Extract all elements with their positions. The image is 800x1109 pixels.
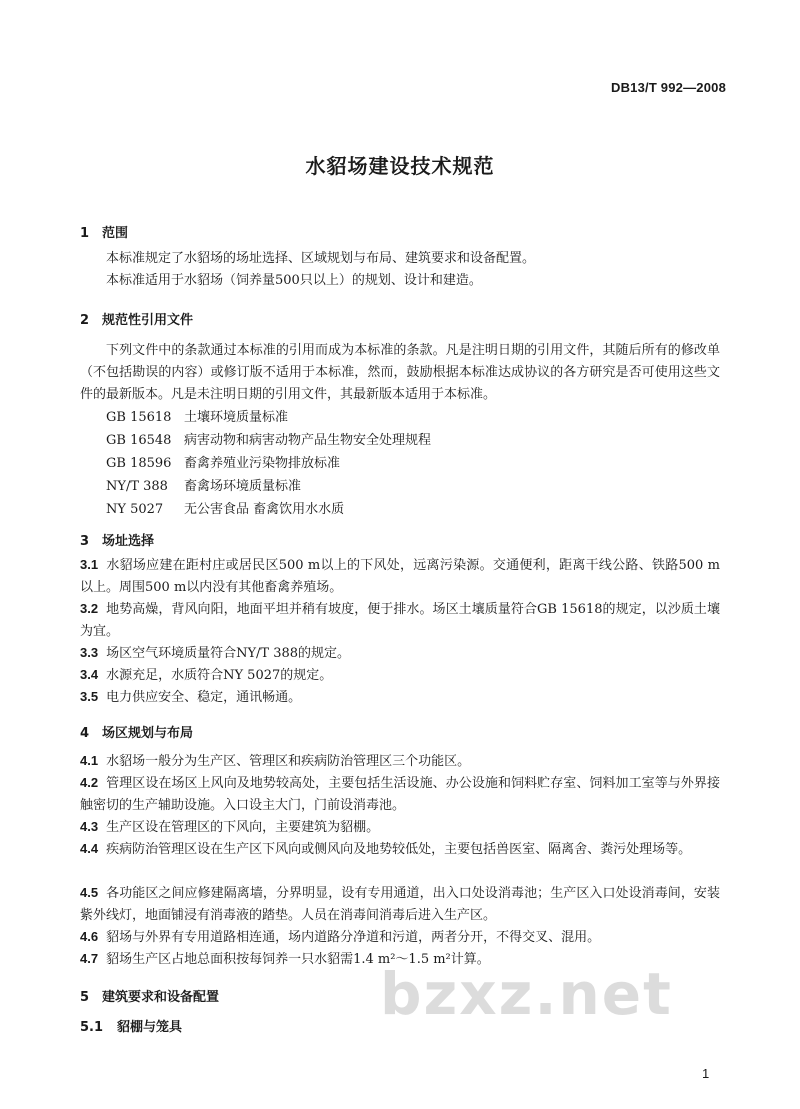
reference-code: GB 15618 [106,410,172,425]
reference-name: 畜禽场环境质量标准 [184,479,302,494]
page-number: 1 [702,1066,710,1081]
clause-3-2: 3.2 地势高燥，背风向阳，地面平坦并稍有坡度，便于排水。场区土壤质量符合GB 15618的规定，以沙质土壤为宜。 [80,601,720,639]
section-title: 范围 [102,226,129,241]
section-title: 场区规划与布局 [102,726,194,741]
section-5-heading [80,986,219,1005]
clause-4-6: 4.6 貂场与外界有专用道路相连通，场内道路分净道和污道，两者分开，不得交叉、混用。 [80,929,601,945]
clause-4-5: 4.5 各功能区之间应修建隔离墙，分界明显，设有专用通道，出入口处设消毒池；生产区入口处设消毒间，安装紫外线灯，地面铺浸有消毒液的踏垫。人员在消毒间消毒后进入生产区。 [80,885,720,923]
reference-item [106,498,344,517]
section-4-heading [80,722,193,741]
section-3-heading [80,530,154,549]
section-title: 规范性引用文件 [102,313,194,328]
clause-3-5: 3.5 电力供应安全、稳定，通讯畅通。 [80,689,302,705]
reference-code: NY/T 388 [106,479,168,494]
section-1-heading [80,222,128,241]
section-title: 场址选择 [102,534,155,549]
reference-item [106,429,431,448]
reference-code: GB 16548 [106,433,172,448]
watermark: bzxz.net [380,960,673,1028]
clause-4-1: 4.1 水貂场一般分为生产区、管理区和疾病防治管理区三个功能区。 [80,753,471,769]
section-number: 2 [80,313,90,328]
clause-3-3: 3.3 场区空气环境质量符合NY/T 388的规定。 [80,645,351,661]
clause-3-1: 3.1 水貂场应建在距村庄或居民区500 m以上的下风处，远离污染源。交通便利，距离干线公路、铁路500 m以上。周围500 m以内没有其他畜禽养殖场。 [80,557,720,595]
section-number: 5 [80,990,90,1005]
clause-4-2: 4.2 管理区设在场区上风向及地势较高处，主要包括生活设施、办公设施和饲料贮存室、饲料加工室等与外界接触密切的生产辅助设施。入口设主大门，门前设消毒池。 [80,775,720,813]
reference-name: 畜禽养殖业污染物排放标准 [184,456,341,471]
section-number: 4 [80,726,90,741]
reference-code: NY 5027 [106,502,164,517]
document-title: 水貂场建设技术规范 [305,154,495,178]
section-2-heading [80,309,193,328]
reference-name: 无公害食品 畜禽饮用水水质 [184,502,345,517]
reference-item [106,475,301,494]
reference-item [106,452,340,471]
clause-4-4: 4.4 疾病防治管理区设在生产区下风向或侧风向及地势较低处，主要包括兽医室、隔离舍、粪污处理场等。 [80,841,692,857]
clause-4-3: 4.3 生产区设在管理区的下风向，主要建筑为貂棚。 [80,819,380,835]
section-number: 1 [80,226,90,241]
reference-name: 病害动物和病害动物产品生物安全处理规程 [184,433,432,448]
paragraph: 下列文件中的条款通过本标准的引用而成为本标准的条款。凡是注明日期的引用文件，其随后所有的修改单（不包括勘误的内容）或修订版不适用于本标准，然而，鼓励根据本标准达成协议的各方研究是否可使用这些文件的最新版本。凡是未注明日期的引用文件，其最新版本适用于本标准。 [80,343,720,402]
section-number: 3 [80,534,90,549]
reference-item [106,406,288,425]
paragraph: 本标准规定了水貂场的场址选择、区域规划与布局、建筑要求和设备配置。 [106,251,536,266]
clause-3-4: 3.4 水源充足，水质符合NY 5027的规定。 [80,667,333,683]
section-title: 建筑要求和设备配置 [102,990,220,1005]
standard-code: DB13/T 992—2008 [610,80,726,95]
paragraph: 本标准适用于水貂场（饲养量500只以上）的规划、设计和建造。 [106,273,482,288]
subsection-title: 貂棚与笼具 [117,1020,183,1035]
reference-name: 土壤环境质量标准 [184,410,289,425]
reference-code: GB 18596 [106,456,172,471]
subsection-5-1-heading [80,1016,182,1035]
subsection-number: 5.1 [80,1020,104,1035]
clause-4-7: 4.7 貂场生产区占地总面积按每饲养一只水貂需1.4 m²～1.5 m²计算。 [80,951,490,967]
